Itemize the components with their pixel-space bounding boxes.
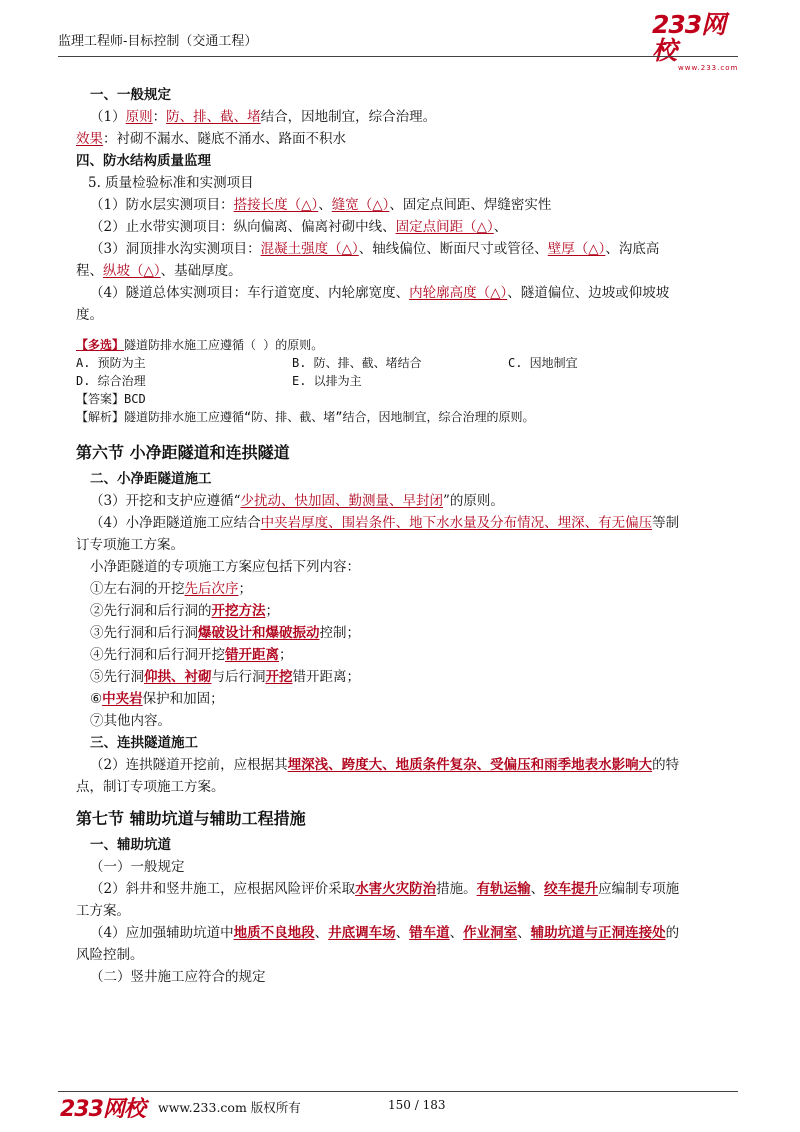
option-c: C. 因地制宜 (508, 356, 578, 370)
paragraph: 5. 质量检验标准和实测项目 (88, 175, 254, 191)
underlined-keyword: 辅助坑道与正洞连接处 (530, 925, 666, 941)
text: 、 (449, 925, 464, 941)
paragraph: 小净距隧道的专项施工方案应包括下列内容： (90, 559, 360, 575)
text: 、 (530, 881, 545, 897)
underlined-keyword: 开挖方法 (211, 603, 266, 619)
text: 程、 (76, 263, 103, 279)
paragraph (76, 260, 738, 282)
text: 的 (665, 925, 680, 941)
text: 应编制专项施 (598, 881, 680, 897)
text: ； (279, 647, 293, 663)
text: 、 (395, 925, 410, 941)
underlined-keyword: 水害火灾防治 (355, 881, 437, 897)
text: 、 (493, 219, 508, 235)
text: ⑤先行洞 (90, 669, 144, 685)
text: 等制 (652, 515, 680, 531)
text: 、沟底高 (605, 241, 660, 257)
underlined-keyword: 开挖 (265, 669, 293, 685)
list-item: ⑦其他内容。 (90, 713, 171, 729)
text: 与后行洞 (211, 669, 266, 685)
paragraph (90, 512, 738, 534)
underlined-keyword: 先后次序 (184, 581, 239, 597)
underlined-keyword: 原则 (125, 109, 153, 125)
paragraph (90, 238, 738, 260)
text: （2）连拱隧道开挖前，应根据其 (90, 757, 288, 773)
underlined-keyword: 中夹岩厚度、围岩条件、地下水水量及分布情况、埋深、有无偏压 (260, 515, 653, 531)
paragraph (76, 128, 738, 150)
text: （4）隧道总体实测项目：车行道宽度、内轮廓宽度、 (90, 285, 410, 301)
question-stem (76, 336, 738, 354)
text: （1）防水层实测项目： (90, 197, 234, 213)
text: （4）应加强辅助坑道中 (90, 925, 234, 941)
text: 结合，因地制宜，综合治理。 (260, 109, 437, 125)
text: 的特 (652, 757, 680, 773)
paragraph: 订专项施工方案。 (76, 537, 184, 553)
underlined-keyword: 防、排、截、堵 (166, 109, 261, 125)
question-tag: 【多选】 (76, 338, 125, 352)
section-title: 第六节 小净距隧道和连拱隧道 (76, 443, 290, 462)
list-item (90, 666, 738, 688)
text: （2）止水带实测项目：纵向偏离、偏离衬砌中线、 (90, 219, 396, 235)
underlined-keyword: 有轨运输 (476, 881, 531, 897)
page-number: 150 / 183 (388, 1098, 446, 1112)
question-answer: 【答案】BCD (76, 392, 146, 406)
heading: 三、连拱隧道施工 (90, 735, 198, 751)
list-item (90, 688, 738, 710)
underlined-keyword: 壁厚（△） (547, 241, 606, 257)
header-divider (58, 56, 738, 57)
text: （1） (90, 109, 126, 125)
text: 、 (517, 925, 531, 941)
heading: 四、防水结构质量监理 (76, 153, 211, 169)
list-item (90, 578, 738, 600)
paragraph (90, 922, 738, 944)
text: 错开距离； (292, 669, 360, 685)
logo-text: 233网校 (652, 10, 726, 65)
paragraph: 工方案。 (76, 903, 130, 919)
question-options-row (76, 354, 738, 372)
text: ①左右洞的开挖 (90, 581, 185, 597)
text: 保护和加固； (142, 691, 224, 707)
option-e: E. 以排为主 (292, 374, 362, 388)
paragraph: （一）一般规定 (90, 859, 185, 875)
text: 控制； (319, 625, 360, 641)
list-item (90, 644, 738, 666)
text: （3）洞顶排水沟实测项目： (90, 241, 261, 257)
underlined-keyword: 地质不良地段 (233, 925, 315, 941)
text: ”的原则。 (443, 493, 504, 509)
page-header (0, 0, 800, 72)
underlined-keyword: 内轮廓高度（△） (409, 285, 508, 301)
paragraph: （二）竖井施工应符合的规定 (90, 969, 266, 985)
text: 、轴线偏位、断面尺寸或管径、 (358, 241, 548, 257)
paragraph (90, 216, 738, 238)
underlined-keyword: 埋深浅、跨度大、地质条件复杂、受偏压和雨季地表水影响大 (287, 757, 653, 773)
question-analysis: 【解析】隧道防排水施工应遵循“防、排、截、堵”结合，因地制宜，综合治理的原则。 (76, 410, 535, 424)
heading: 一、一般规定 (90, 87, 171, 103)
footer-site-link[interactable]: www.233.com 版权所有 (158, 1100, 301, 1115)
text: 、固定点间距、焊缝密实性 (389, 197, 552, 213)
underlined-keyword: 少扰动、快加固、勤测量、早封闭 (240, 493, 443, 509)
text: 措施。 (436, 881, 477, 897)
underlined-keyword: 固定点间距（△） (395, 219, 494, 235)
text: 、隧道偏位、边坡或仰坡坡 (507, 285, 670, 301)
list-item (90, 622, 738, 644)
heading: 一、辅助坑道 (90, 837, 171, 853)
option-a: A. 预防为主 (76, 356, 146, 370)
footer-divider (58, 1091, 738, 1092)
text: ④先行洞和后行洞开挖 (90, 647, 225, 663)
text: （2）斜井和竖井施工，应根据风险评价采取 (90, 881, 356, 897)
text: ； (238, 581, 252, 597)
paragraph (90, 106, 738, 128)
text: ⑥ (90, 691, 103, 707)
underlined-keyword: 错开距离 (225, 647, 279, 663)
text: 、 (314, 925, 329, 941)
paragraph: 度。 (76, 307, 103, 323)
question-block (76, 336, 738, 426)
underlined-keyword: 爆破设计和爆破振动 (198, 625, 320, 641)
underlined-keyword: 仰拱、衬砌 (144, 669, 212, 685)
footer-logo[interactable]: 233网校 (60, 1097, 145, 1122)
logo-subtext: www.233.com (678, 64, 739, 72)
header-title: 监理工程师-目标控制（交通工程） (58, 34, 258, 49)
paragraph (90, 490, 738, 512)
text: （3）开挖和支护应遵循“ (90, 493, 241, 509)
paragraph: 点，制订专项施工方案。 (76, 779, 225, 795)
section-title: 第七节 辅助坑道与辅助工程措施 (76, 809, 306, 828)
underlined-keyword: 错车道 (409, 925, 450, 941)
underlined-keyword: 中夹岩 (102, 691, 143, 707)
text: ： (152, 109, 167, 125)
list-item (90, 600, 738, 622)
document-body (76, 84, 738, 988)
underlined-keyword: 搭接长度（△） (233, 197, 319, 213)
paragraph: 风险控制。 (76, 947, 144, 963)
text: 、基础厚度。 (160, 263, 242, 279)
underlined-keyword: 井底调车场 (328, 925, 396, 941)
text: 、 (318, 197, 332, 213)
question-options-row (76, 372, 738, 390)
option-b: B. 防、排、截、堵结合 (292, 356, 422, 370)
text: ； (265, 603, 279, 619)
text: ：衬砌不漏水、隧底不涌水、路面不积水 (103, 131, 346, 147)
underlined-keyword: 绞车提升 (544, 881, 599, 897)
underlined-keyword: 效果 (76, 131, 103, 147)
underlined-keyword: 混凝土强度（△） (260, 241, 359, 257)
paragraph (90, 282, 738, 304)
paragraph (90, 194, 738, 216)
text: ③先行洞和后行洞 (90, 625, 198, 641)
underlined-keyword: 缝宽（△） (331, 197, 390, 213)
brand-logo[interactable] (652, 10, 744, 72)
text: 隧道防排水施工应遵循（ ）的原则。 (124, 338, 324, 352)
heading: 二、小净距隧道施工 (90, 471, 212, 487)
option-d: D. 综合治理 (76, 374, 146, 388)
underlined-keyword: 纵坡（△） (103, 263, 161, 279)
paragraph (90, 878, 738, 900)
text: ②先行洞和后行洞的 (90, 603, 212, 619)
text: （4）小净距隧道施工应结合 (90, 515, 261, 531)
paragraph (90, 754, 738, 776)
underlined-keyword: 作业洞室 (463, 925, 518, 941)
